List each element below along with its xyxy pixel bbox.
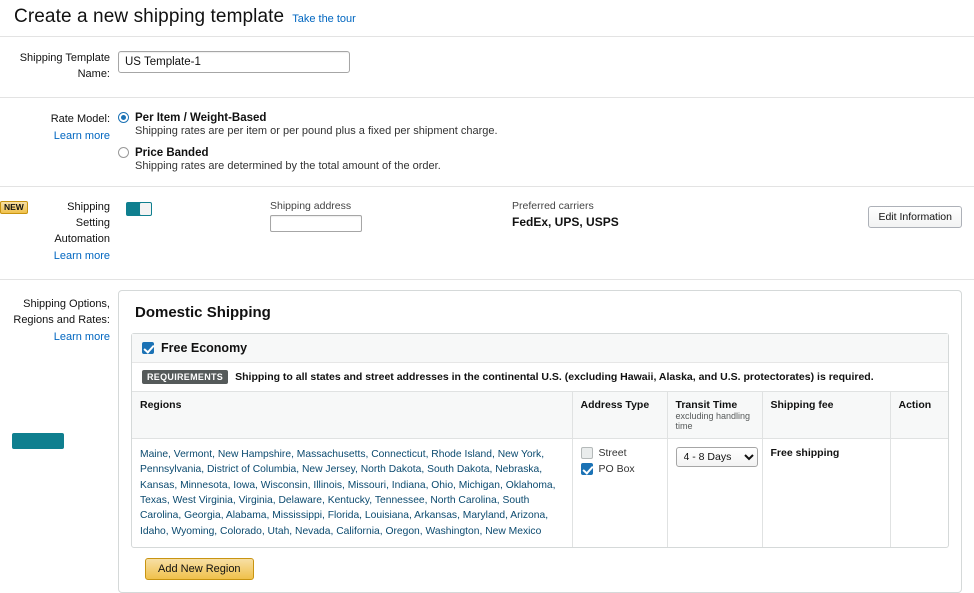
free-economy-service-box <box>131 333 949 549</box>
street-label: Street <box>598 446 627 459</box>
rate-model-option-per-item[interactable] <box>118 112 974 124</box>
address-type-po-box[interactable] <box>581 463 659 475</box>
radio-price-banded-icon[interactable] <box>118 147 129 158</box>
cell-action <box>890 438 948 547</box>
template-name-label: Shipping Template Name: <box>19 52 110 80</box>
domestic-shipping-panel <box>118 290 962 593</box>
regions-table-head <box>132 391 948 438</box>
automation-label-col <box>0 200 118 265</box>
column-header-transit-time-sub: excluding handling time <box>675 410 751 431</box>
rate-model-option-price-banded-label: Price Banded <box>135 146 209 159</box>
free-economy-header[interactable] <box>132 334 948 363</box>
rate-model-option-per-item-description: Shipping rates are per item or per pound plus a fixed per shipment charge. <box>135 124 498 137</box>
address-type-street[interactable] <box>581 447 659 459</box>
page-title: Create a new shipping template <box>14 6 285 27</box>
regions-table-header-row <box>132 391 948 438</box>
shipping-options-row <box>0 280 974 593</box>
cell-transit-time <box>667 438 762 547</box>
free-economy-label: Free Economy <box>161 340 248 355</box>
regions-list-text: Maine, Vermont, New Hampshire, Massachusetts, Connecticut, Rhode Island, New York, Pennsylvania, District of Columbia, New Jersey, North Dakota, South Dakota, Nebraska, Kansas, Minnesota, Iowa, Wisconsin, Illinois, Missouri, Indiana, Ohio, Michigan, Oklahoma, Texas, West Virginia, Virginia, Delaware, Kentucky, Tennessee, North Carolina, South Carolina, Georgia, Alabama, Mississippi, Florida, Louisiana, Arkansas, Maryland, Arizona, Idaho, Wyoming, Colorado, Utah, Nevada, California, Oregon, Washington, New Mexico <box>140 448 556 537</box>
preferred-carriers <box>512 200 619 229</box>
regions-table-body <box>132 438 948 547</box>
automation-learn-more-link[interactable]: Learn more <box>53 249 110 262</box>
preferred-carriers-label: Preferred carriers <box>512 199 594 212</box>
template-name-body <box>118 51 974 83</box>
rate-model-row <box>0 98 974 186</box>
domestic-shipping-title: Domestic Shipping <box>135 303 271 321</box>
shipping-address-input[interactable] <box>270 215 362 232</box>
shipping-options-label: Shipping Options, Regions and Rates: <box>13 297 110 326</box>
table-row <box>132 438 948 547</box>
shipping-template-name-input[interactable] <box>118 51 350 73</box>
cell-shipping-fee <box>762 438 890 547</box>
rate-model-learn-more-link[interactable]: Learn more <box>53 129 110 142</box>
column-header-transit-time-title: Transit Time <box>675 398 738 411</box>
rate-model-option-per-item-label: Per Item / Weight-Based <box>135 111 267 124</box>
shipping-options-learn-more-link[interactable]: Learn more <box>53 330 110 343</box>
column-header-transit-time <box>667 391 762 438</box>
street-checkbox[interactable] <box>581 447 593 459</box>
cell-address-type <box>572 438 667 547</box>
column-header-shipping-fee: Shipping fee <box>762 391 890 438</box>
requirements-text: Shipping to all states and street addresses in the continental U.S. (excluding Hawaii, Alaska, and U.S. protectorates) is required. <box>235 370 874 383</box>
column-header-address-type: Address Type <box>572 391 667 438</box>
regions-table <box>132 391 948 548</box>
take-the-tour-link[interactable]: Take the tour <box>292 13 356 25</box>
template-name-row <box>0 37 974 97</box>
column-header-regions: Regions <box>132 391 572 438</box>
new-badge: NEW <box>0 201 28 214</box>
edit-information-button[interactable]: Edit Information <box>868 206 962 228</box>
rate-model-option-price-banded-description: Shipping rates are determined by the total amount of the order. <box>135 159 441 172</box>
cell-regions <box>132 438 572 547</box>
rate-model-body <box>118 112 974 172</box>
free-economy-checkbox[interactable] <box>142 342 154 354</box>
bottom-left-action-button[interactable] <box>12 433 64 449</box>
shipping-setting-automation-row <box>0 187 974 279</box>
requirements-line <box>132 363 948 391</box>
po-box-label: PO Box <box>598 462 635 475</box>
transit-time-select[interactable] <box>676 447 758 467</box>
radio-per-item-icon[interactable] <box>118 112 129 123</box>
preferred-carriers-value: FedEx, UPS, USPS <box>512 214 619 229</box>
column-header-action: Action <box>890 391 948 438</box>
shipping-fee-value: Free shipping <box>770 446 840 459</box>
automation-shipping-address <box>270 200 362 233</box>
add-new-region-button[interactable]: Add New Region <box>145 558 254 580</box>
po-box-checkbox[interactable] <box>581 463 593 475</box>
rate-model-label: Rate Model: <box>50 112 110 125</box>
shipping-address-label: Shipping address <box>270 199 352 212</box>
page-header <box>0 0 974 36</box>
requirements-badge: REQUIREMENTS <box>142 370 228 384</box>
automation-label: Shipping Setting Automation <box>54 200 110 245</box>
rate-model-option-price-banded[interactable] <box>118 147 974 159</box>
rate-model-label-col <box>0 112 118 172</box>
automation-toggle[interactable] <box>126 202 152 216</box>
